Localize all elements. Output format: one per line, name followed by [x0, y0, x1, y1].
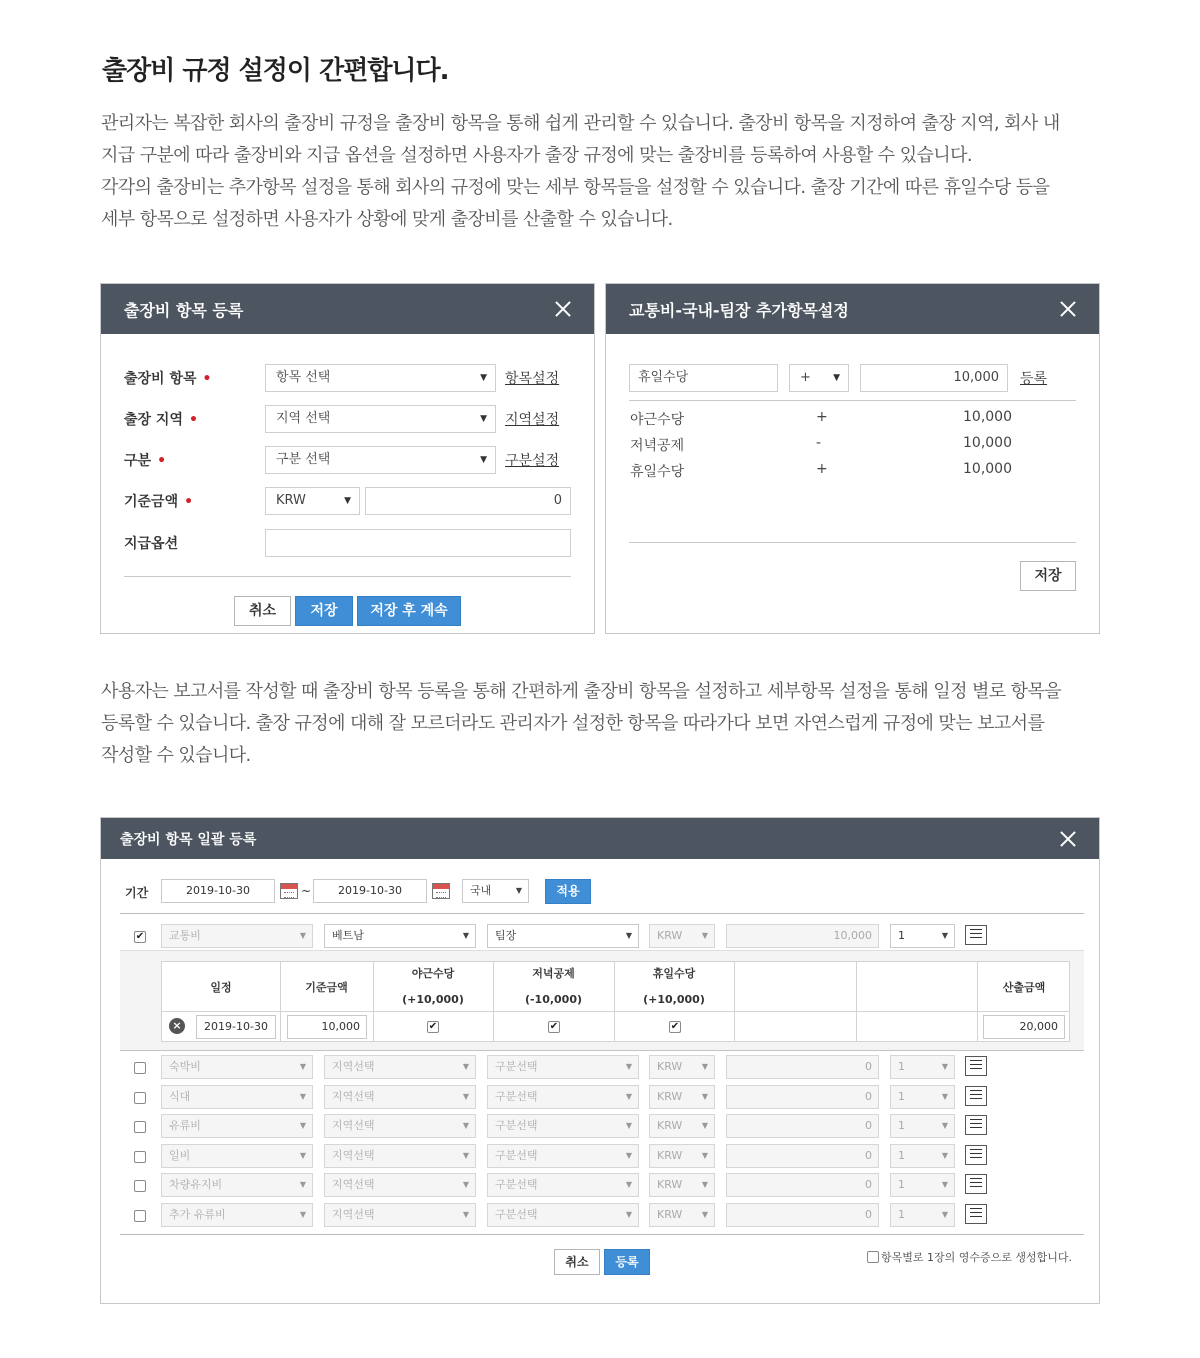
apply-button[interactable]: 적용 — [545, 879, 591, 904]
extra-item-row: 저녁공제 - 10,000 — [630, 435, 1012, 454]
chevron-down-icon: ▼ — [299, 1180, 306, 1190]
chevron-down-icon: ▼ — [462, 1180, 469, 1190]
receipt-option[interactable] — [867, 1249, 1072, 1265]
base-amount-input[interactable]: 10,000 — [287, 1015, 367, 1039]
chevron-down-icon: ▼ — [462, 1062, 469, 1071]
currency-select[interactable]: KRW ▼ — [649, 1114, 715, 1138]
chevron-down-icon: ▼ — [299, 1062, 306, 1071]
intro-paragraph — [101, 108, 1111, 236]
chevron-down-icon: ▼ — [462, 1210, 469, 1219]
chevron-down-icon: ▼ — [833, 373, 840, 383]
close-icon[interactable] — [1059, 300, 1077, 318]
list-icon[interactable] — [965, 1204, 987, 1224]
col-total: 산출금액 — [1002, 981, 1046, 994]
divider — [629, 400, 1076, 401]
chevron-down-icon: ▼ — [701, 1062, 708, 1071]
extra-item-row: 휴일수당 + 10,000 — [630, 461, 1012, 480]
field-label-grade: 구분 • — [124, 453, 167, 469]
qty-select[interactable]: 1 ▼ — [890, 1144, 955, 1168]
qty-select[interactable]: 1 ▼ — [890, 1055, 955, 1079]
region-settings-link[interactable]: 지역설정 — [505, 412, 560, 428]
intro-line: 각각의 출장비는 추가항목 설정을 통해 회사의 규정에 맞는 세부 항목들을 설정할 수 있습니다. 출장 기간에 따른 휴일수당 등을 — [101, 177, 1050, 198]
chevron-down-icon: ▼ — [941, 1062, 948, 1071]
col-overtime: 야근수당 — [411, 967, 455, 980]
middle-paragraph — [101, 676, 1111, 772]
grade-settings-link[interactable]: 구분설정 — [505, 453, 560, 469]
amount-input[interactable]: 0 — [726, 1055, 879, 1079]
grade-select[interactable]: 구분선택 ▼ — [487, 1114, 639, 1138]
payment-option-input[interactable] — [265, 529, 571, 557]
chevron-down-icon: ▼ — [480, 414, 487, 424]
chevron-down-icon: ▼ — [299, 1091, 306, 1101]
region-select[interactable]: 지역선택 ▼ — [324, 1173, 476, 1197]
register-modal — [100, 283, 595, 634]
chevron-down-icon: ▼ — [299, 1121, 306, 1131]
col-holiday-amount: (+10,000) — [643, 993, 705, 1006]
grade-select[interactable]: 구분 선택 ▼ — [265, 446, 496, 474]
row-checkbox[interactable] — [134, 1180, 146, 1192]
divider — [120, 1234, 1084, 1235]
currency-select[interactable]: KRW ▼ — [649, 1144, 715, 1168]
qty-select[interactable]: 1 ▼ — [890, 1203, 955, 1227]
register-modal-header — [101, 284, 594, 334]
col-holiday: 휴일수당 — [652, 967, 696, 980]
amount-input[interactable]: 0 — [726, 1114, 879, 1138]
currency-select[interactable]: KRW ▼ — [649, 1085, 715, 1109]
grade-select[interactable]: 구분선택 ▼ — [487, 1085, 639, 1109]
grade-select[interactable]: 팀장 ▼ — [487, 924, 639, 948]
col-schedule: 일정 — [210, 981, 232, 994]
amount-input[interactable]: 0 — [726, 1085, 879, 1109]
schedule-date-input[interactable]: 2019-10-30 — [196, 1015, 276, 1039]
currency-select[interactable]: KRW ▼ — [649, 1055, 715, 1079]
item-select[interactable]: 항목 선택 ▼ — [265, 364, 496, 392]
grade-select[interactable]: 구분선택 ▼ — [487, 1173, 639, 1197]
list-icon[interactable] — [965, 1086, 987, 1106]
list-icon[interactable] — [965, 925, 987, 945]
item-select[interactable]: 일비 ▼ — [161, 1144, 313, 1168]
region-select[interactable]: 베트남 ▼ — [324, 924, 476, 948]
item-select[interactable]: 추가 유류비 ▼ — [161, 1203, 313, 1227]
chevron-down-icon: ▼ — [299, 1210, 306, 1219]
divider — [629, 542, 1076, 543]
extra-item-row: 야근수당 + 10,000 — [630, 409, 1012, 428]
qty-select[interactable]: 1 ▼ — [890, 1114, 955, 1138]
chevron-down-icon: ▼ — [701, 1091, 708, 1101]
field-label-option: 지급옵션 — [124, 536, 179, 552]
register-extra-link[interactable]: 등록 — [1020, 371, 1048, 387]
calendar-icon[interactable] — [280, 883, 298, 899]
list-icon[interactable] — [965, 1145, 987, 1165]
currency-select[interactable]: KRW ▼ — [649, 924, 715, 948]
chevron-down-icon: ▼ — [299, 1150, 306, 1160]
chevron-down-icon: ▼ — [462, 931, 469, 940]
region-select[interactable]: 지역선택 ▼ — [324, 1085, 476, 1109]
chevron-down-icon: ▼ — [625, 931, 632, 940]
save-button[interactable]: 저장 — [295, 596, 353, 626]
chevron-down-icon: ▼ — [344, 496, 351, 506]
field-label-amount: 기준금액 • — [124, 494, 194, 510]
amount-input[interactable]: 10,000 — [726, 924, 879, 948]
chevron-down-icon: ▼ — [299, 931, 306, 940]
chevron-down-icon: ▼ — [701, 1121, 708, 1131]
chevron-down-icon: ▼ — [480, 455, 487, 465]
dinner-checkbox[interactable]: ✔ — [549, 1021, 559, 1032]
chevron-down-icon: ▼ — [625, 1150, 632, 1160]
range-separator: ~ — [301, 884, 312, 898]
extra-name-input[interactable]: 휴일수당 — [629, 364, 778, 392]
close-icon[interactable] — [1059, 830, 1077, 848]
chevron-down-icon: ▼ — [701, 1150, 708, 1160]
row-checkbox[interactable] — [134, 1092, 146, 1104]
date-to-input[interactable]: 2019-10-30 — [313, 879, 427, 903]
register-modal-title: 출장비 항목 등록 — [124, 300, 244, 320]
extra-modal-title: 교통비-국내-팀장 추가항목설정 — [629, 300, 849, 320]
chevron-down-icon: ▼ — [462, 1150, 469, 1160]
currency-select[interactable]: KRW ▼ — [649, 1203, 715, 1227]
item-select[interactable]: 교통비 ▼ — [161, 924, 313, 948]
field-label-item: 출장비 항목 • — [124, 371, 212, 387]
date-from-input[interactable]: 2019-10-30 — [161, 879, 275, 903]
list-icon[interactable] — [965, 1056, 987, 1076]
holiday-checkbox[interactable]: ✔ — [670, 1021, 680, 1032]
grade-select[interactable]: 구분선택 ▼ — [487, 1144, 639, 1168]
item-select[interactable]: 숙박비 ▼ — [161, 1055, 313, 1079]
save-button[interactable]: 저장 — [1020, 561, 1076, 591]
chevron-down-icon: ▼ — [941, 1121, 948, 1131]
calendar-icon[interactable] — [432, 883, 450, 899]
save-continue-button[interactable]: 저장 후 계속 — [357, 596, 461, 626]
chevron-down-icon: ▼ — [701, 1180, 708, 1190]
currency-select[interactable]: KRW ▼ — [265, 487, 360, 515]
row-checkbox[interactable] — [134, 1151, 146, 1163]
region-select[interactable]: 지역선택 ▼ — [324, 1203, 476, 1227]
region-filter-select[interactable]: 국내 ▼ — [462, 879, 529, 903]
bulk-register-modal — [100, 817, 1100, 1304]
chevron-down-icon: ▼ — [462, 1091, 469, 1101]
row-checkbox[interactable] — [134, 1210, 146, 1222]
bulk-modal-title: 출장비 항목 일괄 등록 — [120, 831, 257, 848]
register-button[interactable]: 등록 — [604, 1249, 650, 1275]
page-heading: 출장비 규정 설정이 간편합니다. — [102, 56, 449, 86]
col-dinner-amount: (-10,000) — [524, 993, 583, 1006]
chevron-down-icon: ▼ — [462, 1121, 469, 1131]
qty-select[interactable]: 1 ▼ — [890, 1173, 955, 1197]
amount-input[interactable]: 0 — [726, 1144, 879, 1168]
middle-line: 작성할 수 있습니다. — [101, 745, 251, 766]
region-select[interactable]: 지역선택 ▼ — [324, 1114, 476, 1138]
grade-select[interactable]: 구분선택 ▼ — [487, 1203, 639, 1227]
detail-table — [161, 961, 1070, 1042]
chevron-down-icon: ▼ — [941, 931, 948, 940]
item-select[interactable]: 차량유지비 ▼ — [161, 1173, 313, 1197]
region-select[interactable]: 지역 선택 ▼ — [265, 405, 496, 433]
amount-input[interactable]: 0 — [726, 1203, 879, 1227]
chevron-down-icon: ▼ — [480, 373, 487, 383]
chevron-down-icon: ▼ — [941, 1210, 948, 1219]
chevron-down-icon: ▼ — [941, 1091, 948, 1101]
currency-select[interactable]: KRW ▼ — [649, 1173, 715, 1197]
qty-select[interactable]: 1 ▼ — [890, 1085, 955, 1109]
overtime-checkbox[interactable]: ✔ — [428, 1021, 438, 1032]
receipt-checkbox[interactable] — [867, 1251, 879, 1263]
chevron-down-icon: ▼ — [625, 1091, 632, 1101]
total-amount-input[interactable]: 20,000 — [983, 1015, 1065, 1039]
region-select[interactable]: 지역선택 ▼ — [324, 1144, 476, 1168]
divider — [124, 576, 571, 577]
grade-select[interactable]: 구분선택 ▼ — [487, 1055, 639, 1079]
bulk-modal-header — [101, 818, 1099, 859]
row-checkbox[interactable] — [134, 1062, 146, 1074]
col-base-amount: 기준금액 — [305, 981, 348, 994]
chevron-down-icon: ▼ — [701, 931, 708, 940]
chevron-down-icon: ▼ — [701, 1210, 708, 1219]
amount-input[interactable]: 0 — [726, 1173, 879, 1197]
region-select[interactable]: 지역선택 ▼ — [324, 1055, 476, 1079]
item-select[interactable]: 유류비 ▼ — [161, 1114, 313, 1138]
chevron-down-icon: ▼ — [625, 1121, 632, 1131]
divider — [120, 913, 1084, 914]
middle-line: 사용자는 보고서를 작성할 때 출장비 항목 등록을 통해 간편하게 출장비 항목을 설정하고 세부항목 설정을 통해 일정 별로 항목을 — [101, 681, 1062, 702]
row-checkbox[interactable]: ✔ — [135, 931, 145, 942]
cancel-button[interactable]: 취소 — [554, 1249, 600, 1275]
extra-items-modal — [605, 283, 1100, 634]
middle-line: 등록할 수 있습니다. 출장 규정에 대해 잘 모르더라도 관리자가 설정한 항목을 따라가다 보면 자연스럽게 규정에 맞는 보고서를 — [101, 713, 1045, 734]
extra-modal-header — [606, 284, 1099, 334]
qty-select[interactable]: 1 ▼ — [890, 924, 955, 948]
col-overtime-amount: (+10,000) — [402, 993, 464, 1006]
intro-line: 세부 항목으로 설정하면 사용자가 상황에 맞게 출장비를 산출할 수 있습니다. — [101, 209, 673, 230]
list-icon[interactable] — [965, 1174, 987, 1194]
remove-row-icon[interactable]: × — [169, 1018, 185, 1034]
field-label-region: 출장 지역 • — [124, 412, 198, 428]
item-settings-link[interactable]: 항목설정 — [505, 371, 560, 387]
extra-amount-input[interactable]: 10,000 — [860, 364, 1008, 392]
period-label: 기간 — [125, 886, 149, 900]
row-checkbox[interactable] — [134, 1121, 146, 1133]
list-icon[interactable] — [965, 1115, 987, 1135]
close-icon[interactable] — [554, 300, 572, 318]
chevron-down-icon: ▼ — [625, 1062, 632, 1071]
chevron-down-icon: ▼ — [941, 1150, 948, 1160]
amount-input[interactable]: 0 — [365, 487, 571, 515]
operator-select[interactable]: + ▼ — [789, 364, 849, 392]
chevron-down-icon: ▼ — [515, 886, 522, 895]
chevron-down-icon: ▼ — [941, 1180, 948, 1190]
intro-line: 관리자는 복잡한 회사의 출장비 규정을 출장비 항목을 통해 쉽게 관리할 수 있습니다. 출장비 항목을 지정하여 출장 지역, 회사 내 — [101, 113, 1060, 134]
cancel-button[interactable]: 취소 — [234, 596, 291, 626]
item-select[interactable]: 식대 ▼ — [161, 1085, 313, 1109]
chevron-down-icon: ▼ — [625, 1210, 632, 1219]
receipt-option-label: 항목별로 1장의 영수증으로 생성합니다. — [881, 1251, 1072, 1264]
col-dinner: 저녁공제 — [532, 967, 575, 980]
intro-line: 지급 구분에 따라 출장비와 지급 옵션을 설정하면 사용자가 출장 규정에 맞는 출장비를 등록하여 사용할 수 있습니다. — [101, 145, 972, 166]
chevron-down-icon: ▼ — [625, 1180, 632, 1190]
